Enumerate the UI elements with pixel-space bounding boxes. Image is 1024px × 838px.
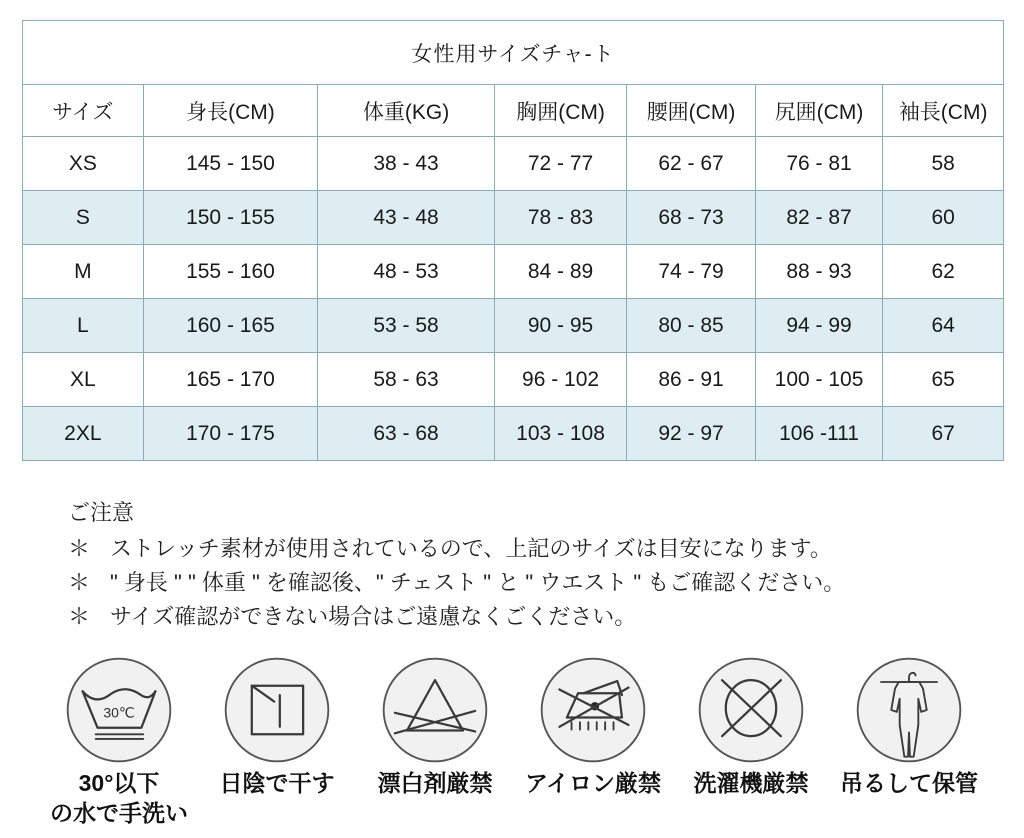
hand-wash-30-icon	[63, 654, 175, 766]
note-text: サイズ確認ができない場合はご遠慮なくごください。	[110, 604, 637, 629]
column-header-sleeve: 袖長(CM)	[883, 85, 1004, 137]
cell: 84 - 89	[494, 245, 626, 299]
cell: 74 - 79	[627, 245, 756, 299]
page-title: 女性用サイズチャ-ト	[23, 21, 1004, 85]
cell: 43 - 48	[318, 191, 495, 245]
column-header-chest: 胸囲(CM)	[494, 85, 626, 137]
care-item-no-iron	[514, 654, 672, 828]
cell: 65	[883, 353, 1004, 407]
note-bullet: ＊	[68, 570, 91, 595]
cell: 145 - 150	[143, 137, 318, 191]
cell: 60	[883, 191, 1004, 245]
column-header-weight: 体重(KG)	[318, 85, 495, 137]
care-item-no-bleach	[356, 654, 514, 828]
cell: 63 - 68	[318, 407, 495, 461]
dry-in-shade-icon	[221, 654, 333, 766]
cell: 165 - 170	[143, 353, 318, 407]
cell: M	[23, 245, 144, 299]
note-item	[68, 533, 845, 565]
table-title-row	[23, 21, 1004, 85]
cell: 58 - 63	[318, 353, 495, 407]
cell: 58	[883, 137, 1004, 191]
cell: 103 - 108	[494, 407, 626, 461]
note-text: ストレッチ素材が使用されているので、上記のサイズは目安になります。	[110, 536, 832, 561]
care-label: 日陰で干す	[219, 770, 335, 796]
cell: 96 - 102	[494, 353, 626, 407]
table-header-row	[23, 85, 1004, 137]
cell: 62 - 67	[627, 137, 756, 191]
cell: 80 - 85	[627, 299, 756, 353]
care-item-hand-wash	[40, 654, 198, 828]
svg-text:30℃: 30℃	[103, 704, 135, 721]
no-bleach-icon	[379, 654, 491, 766]
notes-heading: ご注意	[68, 500, 135, 525]
cell: 48 - 53	[318, 245, 495, 299]
cell: 38 - 43	[318, 137, 495, 191]
cell: 94 - 99	[755, 299, 883, 353]
care-item-no-washing-machine	[672, 654, 830, 828]
care-item-dry-in-shade	[198, 654, 356, 828]
cell: 100 - 105	[755, 353, 883, 407]
care-label: 30°以下 の水で手洗い	[50, 770, 188, 826]
column-header-height: 身長(CM)	[143, 85, 318, 137]
cell: 64	[883, 299, 1004, 353]
care-instructions-row	[40, 654, 988, 828]
cell: 67	[883, 407, 1004, 461]
cell: 72 - 77	[494, 137, 626, 191]
note-item	[68, 567, 845, 599]
cell: 62	[883, 245, 1004, 299]
table-row-xs	[23, 137, 1004, 191]
care-label: アイロン厳禁	[525, 770, 661, 796]
cell: 76 - 81	[755, 137, 883, 191]
cell: 155 - 160	[143, 245, 318, 299]
cell: 53 - 58	[318, 299, 495, 353]
care-label: 吊るして保管	[840, 770, 978, 796]
care-label: 洗濯機厳禁	[693, 770, 809, 796]
table-row-s	[23, 191, 1004, 245]
table-row-xl	[23, 353, 1004, 407]
note-text: " 身長 " " 体重 " を確認後、" チェスト " と " ウエスト " もご確認ください。	[110, 570, 846, 595]
cell: XL	[23, 353, 144, 407]
hang-to-store-icon	[853, 654, 965, 766]
table-row-2xl	[23, 407, 1004, 461]
cell: L	[23, 299, 144, 353]
no-iron-icon	[537, 654, 649, 766]
column-header-size: サイズ	[23, 85, 144, 137]
notes-section	[68, 497, 845, 633]
cell: 150 - 155	[143, 191, 318, 245]
cell: 106 -111	[755, 407, 883, 461]
cell: 68 - 73	[627, 191, 756, 245]
cell: 86 - 91	[627, 353, 756, 407]
table-row-l	[23, 299, 1004, 353]
cell: 170 - 175	[143, 407, 318, 461]
no-washing-machine-icon	[695, 654, 807, 766]
cell: 2XL	[23, 407, 144, 461]
cell: XS	[23, 137, 144, 191]
cell: 88 - 93	[755, 245, 883, 299]
cell: 92 - 97	[627, 407, 756, 461]
note-bullet: ＊	[68, 536, 91, 561]
cell: S	[23, 191, 144, 245]
cell: 90 - 95	[494, 299, 626, 353]
cell: 160 - 165	[143, 299, 318, 353]
column-header-hip: 尻囲(CM)	[755, 85, 883, 137]
note-item	[68, 601, 845, 633]
table-row-m	[23, 245, 1004, 299]
care-label: 漂白剤厳禁	[377, 770, 493, 796]
cell: 78 - 83	[494, 191, 626, 245]
size-chart-table	[22, 20, 1004, 461]
cell: 82 - 87	[755, 191, 883, 245]
note-bullet: ＊	[68, 604, 91, 629]
column-header-waist: 腰囲(CM)	[627, 85, 756, 137]
care-item-hang-to-store	[830, 654, 988, 828]
